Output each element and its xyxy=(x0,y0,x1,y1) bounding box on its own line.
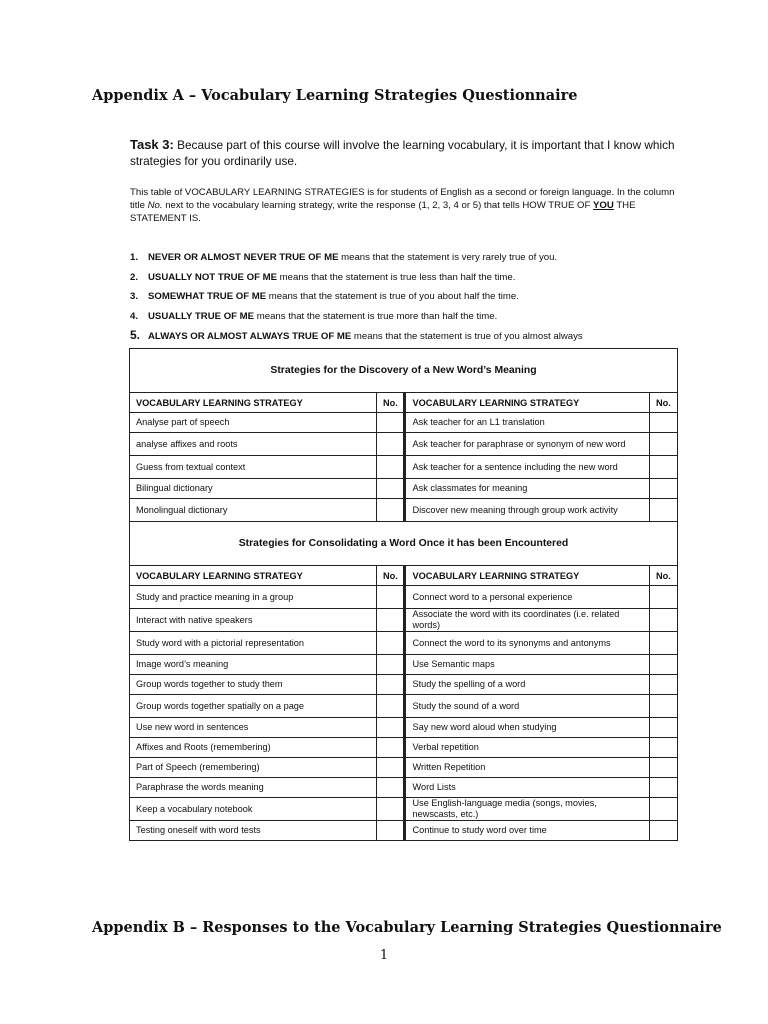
task-instruction xyxy=(130,137,678,169)
scale-description: means that the statement is true of you almost always xyxy=(351,331,583,342)
response-cell[interactable] xyxy=(649,798,677,821)
response-cell[interactable] xyxy=(649,456,677,479)
strategy-cell: Bilingual dictionary xyxy=(130,479,377,499)
response-cell[interactable] xyxy=(377,632,405,655)
strategy-cell: Ask teacher for a sentence including the new word xyxy=(405,456,649,479)
scale-number: 3. xyxy=(130,291,139,302)
table-row xyxy=(130,609,678,632)
strategy-cell: Group words together spatially on a page xyxy=(130,695,377,718)
response-cell[interactable] xyxy=(649,609,677,632)
intro-part-2: next to the vocabulary learning strategy, write the response (1, 2, 3, 4 or 5) that tells HOW TRUE OF xyxy=(162,200,594,211)
column-header-row xyxy=(130,566,678,586)
strategy-cell: Interact with native speakers xyxy=(130,609,377,632)
scale-item xyxy=(130,326,690,346)
intro-no-label: No. xyxy=(147,200,163,211)
table-row xyxy=(130,456,678,479)
strategy-cell: Group words together to study them xyxy=(130,675,377,695)
table-row xyxy=(130,758,678,778)
scale-description: means that the statement is true less than half the time. xyxy=(277,271,516,283)
table-row xyxy=(130,798,678,821)
section-title-row xyxy=(130,349,678,393)
strategy-cell: Verbal repetition xyxy=(405,738,649,758)
strategy-cell: Use new word in sentences xyxy=(130,718,377,738)
appendix-a-heading: Appendix A – Vocabulary Learning Strategies Questionnaire xyxy=(92,87,578,104)
strategy-cell: Continue to study word over time xyxy=(405,821,649,841)
response-cell[interactable] xyxy=(649,821,677,841)
strategy-cell: Use English-language media (songs, movies, newscasts, etc.) xyxy=(405,798,649,821)
scale-label: USUALLY NOT TRUE OF ME xyxy=(148,271,277,283)
scale-description: means that the statement is true more than half the time. xyxy=(254,310,498,322)
scale-item xyxy=(130,268,690,288)
table-row xyxy=(130,433,678,456)
response-cell[interactable] xyxy=(649,413,677,433)
scale-label: SOMEWHAT TRUE OF ME xyxy=(148,291,267,302)
table-row xyxy=(130,632,678,655)
strategy-cell: Keep a vocabulary notebook xyxy=(130,798,377,821)
strategy-cell: Monolingual dictionary xyxy=(130,499,377,522)
intro-part-3: THE STATEMENT IS. xyxy=(130,200,636,224)
strategy-cell: Paraphrase the words meaning xyxy=(130,778,377,798)
section-title-row xyxy=(130,522,678,566)
response-cell[interactable] xyxy=(377,456,405,479)
response-cell[interactable] xyxy=(377,758,405,778)
scale-description: means that the statement is true of you about half the time. xyxy=(266,291,519,302)
response-cell[interactable] xyxy=(649,433,677,456)
strategy-cell: Use Semantic maps xyxy=(405,655,649,675)
column-header-strategy: VOCABULARY LEARNING STRATEGY xyxy=(130,393,377,413)
response-cell[interactable] xyxy=(377,675,405,695)
appendix-b-heading: Appendix B – Responses to the Vocabulary Learning Strategies Questionnaire xyxy=(92,919,722,936)
response-cell[interactable] xyxy=(377,479,405,499)
response-cell[interactable] xyxy=(649,675,677,695)
strategy-cell: Ask teacher for an L1 translation xyxy=(405,413,649,433)
scale-item xyxy=(130,248,690,268)
strategy-cell: Testing oneself with word tests xyxy=(130,821,377,841)
strategy-cell: Image word’s meaning xyxy=(130,655,377,675)
scale-label: USUALLY TRUE OF ME xyxy=(148,310,255,322)
table-row xyxy=(130,655,678,675)
intro-you: YOU xyxy=(593,200,614,211)
response-cell[interactable] xyxy=(649,632,677,655)
response-scale-list xyxy=(130,248,690,346)
strategy-cell: Discover new meaning through group work activity xyxy=(405,499,649,522)
response-cell[interactable] xyxy=(377,609,405,632)
strategy-cell: Say new word aloud when studying xyxy=(405,718,649,738)
response-cell[interactable] xyxy=(649,655,677,675)
strategy-cell: Guess from textual context xyxy=(130,456,377,479)
table-row xyxy=(130,675,678,695)
intro-part-1: This table of VOCABULARY LEARNING STRATEGIES is for students of English as a second or foreign language. In the column title xyxy=(130,187,675,211)
response-cell[interactable] xyxy=(649,479,677,499)
task-label: Task 3: xyxy=(130,137,174,152)
strategy-cell: Affixes and Roots (remembering) xyxy=(130,738,377,758)
response-cell[interactable] xyxy=(649,586,677,609)
response-cell[interactable] xyxy=(377,413,405,433)
strategy-cell: Word Lists xyxy=(405,778,649,798)
response-cell[interactable] xyxy=(649,499,677,522)
scale-label: ALWAYS OR ALMOST ALWAYS TRUE OF ME xyxy=(148,331,352,342)
strategies-table xyxy=(129,348,678,841)
strategy-cell: Study the spelling of a word xyxy=(405,675,649,695)
table-row xyxy=(130,718,678,738)
strategy-cell: analyse affixes and roots xyxy=(130,433,377,456)
strategy-cell: Analyse part of speech xyxy=(130,413,377,433)
strategy-cell: Connect the word to its synonyms and antonyms xyxy=(405,632,649,655)
column-header-no: No. xyxy=(377,566,405,586)
response-cell[interactable] xyxy=(377,655,405,675)
table-row xyxy=(130,586,678,609)
column-header-no: No. xyxy=(649,566,677,586)
response-cell[interactable] xyxy=(649,738,677,758)
scale-number: 2. xyxy=(130,271,139,283)
strategy-cell: Associate the word with its coordinates (i.e. related words) xyxy=(405,609,649,632)
strategy-cell: Part of Speech (remembering) xyxy=(130,758,377,778)
column-header-row xyxy=(130,393,678,413)
table-row xyxy=(130,499,678,522)
task-text: Because part of this course will involve the learning vocabulary, it is important that I know which strategies for you ordinarily use. xyxy=(130,138,675,168)
table-row xyxy=(130,778,678,798)
column-header-strategy: VOCABULARY LEARNING STRATEGY xyxy=(130,566,377,586)
column-header-no: No. xyxy=(649,393,677,413)
response-cell[interactable] xyxy=(377,586,405,609)
response-cell[interactable] xyxy=(377,798,405,821)
scale-number: 4. xyxy=(130,310,139,322)
scale-item xyxy=(130,287,690,307)
table-row xyxy=(130,413,678,433)
response-cell[interactable] xyxy=(649,718,677,738)
strategy-cell: Study word with a pictorial representation xyxy=(130,632,377,655)
table-row xyxy=(130,479,678,499)
response-cell[interactable] xyxy=(377,778,405,798)
scale-number: 5. xyxy=(130,328,141,342)
scale-description: means that the statement is very rarely true of you. xyxy=(338,252,558,263)
response-cell[interactable] xyxy=(649,778,677,798)
table-row xyxy=(130,738,678,758)
response-cell[interactable] xyxy=(377,821,405,841)
column-header-strategy: VOCABULARY LEARNING STRATEGY xyxy=(405,393,649,413)
response-cell[interactable] xyxy=(377,695,405,718)
response-cell[interactable] xyxy=(649,695,677,718)
response-cell[interactable] xyxy=(377,718,405,738)
response-cell[interactable] xyxy=(377,499,405,522)
scale-item xyxy=(130,307,690,327)
scale-label: NEVER OR ALMOST NEVER TRUE OF ME xyxy=(148,252,339,263)
strategy-cell: Study and practice meaning in a group xyxy=(130,586,377,609)
strategy-cell: Written Repetition xyxy=(405,758,649,778)
response-cell[interactable] xyxy=(377,433,405,456)
strategy-cell: Ask teacher for paraphrase or synonym of new word xyxy=(405,433,649,456)
section-title: Strategies for Consolidating a Word Once it has been Encountered xyxy=(130,522,678,566)
column-header-strategy: VOCABULARY LEARNING STRATEGY xyxy=(405,566,649,586)
intro-paragraph xyxy=(130,186,680,225)
response-cell[interactable] xyxy=(377,738,405,758)
page-number: 1 xyxy=(379,948,389,963)
column-header-no: No. xyxy=(377,393,405,413)
section-title: Strategies for the Discovery of a New Word’s Meaning xyxy=(130,349,678,393)
strategy-cell: Connect word to a personal experience xyxy=(405,586,649,609)
strategy-cell: Ask classmates for meaning xyxy=(405,479,649,499)
table-row xyxy=(130,695,678,718)
strategy-cell: Study the sound of a word xyxy=(405,695,649,718)
response-cell[interactable] xyxy=(649,758,677,778)
scale-number: 1. xyxy=(130,252,139,263)
table-row xyxy=(130,821,678,841)
